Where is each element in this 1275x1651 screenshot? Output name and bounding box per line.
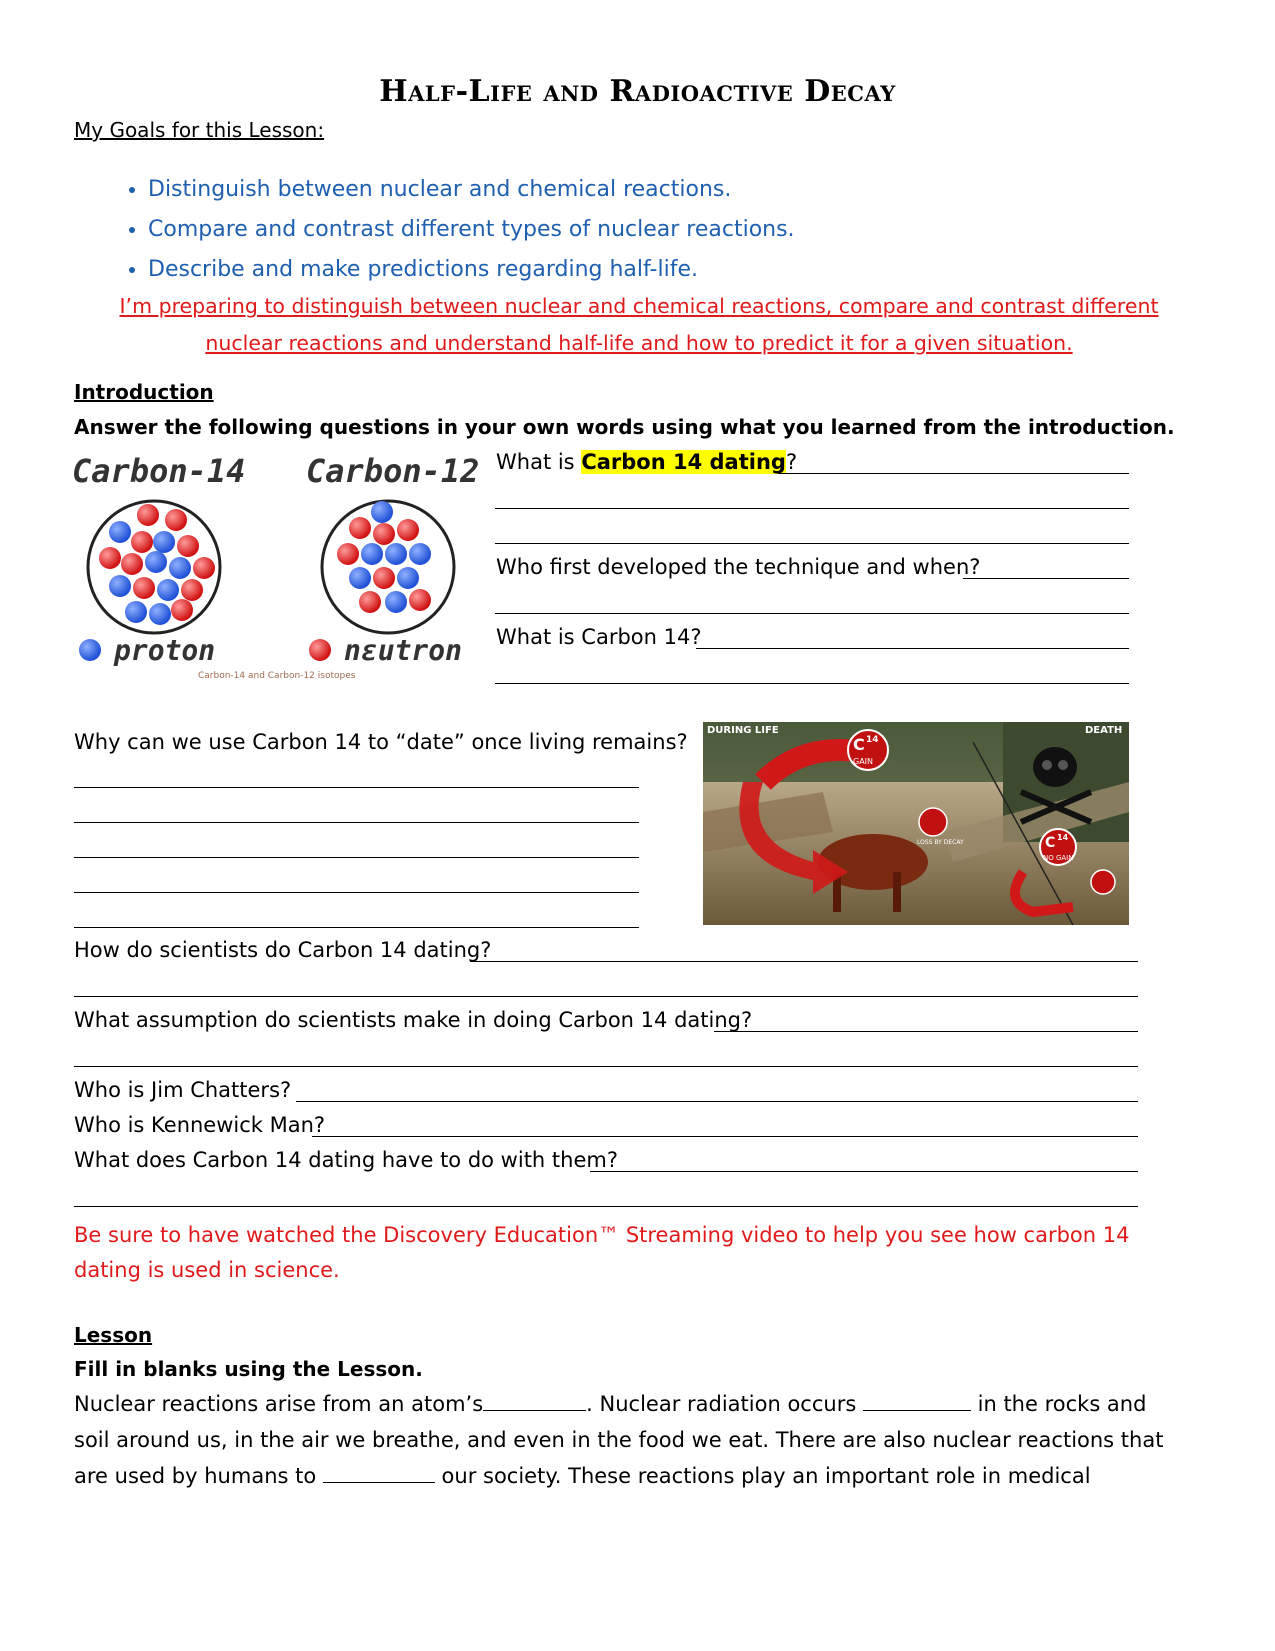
- answer-line[interactable]: [495, 508, 1129, 509]
- question-what-is-carbon14: What is Carbon 14?: [496, 625, 702, 649]
- c12-nucleus: [322, 501, 454, 633]
- answer-line[interactable]: [963, 578, 1129, 579]
- video-note-line: dating is used in science.: [74, 1258, 340, 1282]
- proton-legend-dot: [79, 639, 101, 661]
- c14-nogain-sup: 14: [1057, 833, 1069, 842]
- question-assumption: What assumption do scientists make in doing Carbon 14 dating?: [74, 1008, 753, 1032]
- answer-line[interactable]: [74, 892, 639, 893]
- answer-line[interactable]: [714, 1031, 1138, 1032]
- preparing-statement: [74, 288, 1204, 362]
- goals-label: My Goals for this Lesson:: [74, 118, 325, 142]
- answer-line[interactable]: [696, 648, 1129, 649]
- c14-gain-symbol: C: [853, 735, 865, 754]
- question-how-do-scientists: How do scientists do Carbon 14 dating?: [74, 938, 492, 962]
- page-title: Half-Life and Radioactive Decay: [379, 74, 896, 109]
- introduction-instruction: Answer the following questions in your own words using what you learned from the introduction.: [74, 415, 1175, 439]
- gain-label: GAIN: [853, 757, 874, 766]
- preparing-line: I’m preparing to distinguish between nuclear and chemical reactions, compare and contrast different: [119, 294, 1159, 318]
- lesson-heading: Lesson: [74, 1323, 153, 1347]
- question-carbon14-dating: [496, 450, 797, 474]
- isotopes-figure: [70, 450, 490, 685]
- answer-line[interactable]: [495, 543, 1129, 544]
- death-label: DEATH: [1085, 725, 1123, 736]
- video-note-line: Be sure to have watched the Discovery Education™ Streaming video to help you see how carbon 14: [74, 1223, 1130, 1247]
- question-kennewick-man: Who is Kennewick Man?: [74, 1113, 326, 1137]
- carbon-cycle-photo: [703, 722, 1129, 925]
- answer-line[interactable]: [296, 1101, 1138, 1102]
- answer-line[interactable]: [74, 1066, 1138, 1067]
- lesson-text: in the rocks and: [970, 1392, 1147, 1416]
- question-what-to-do-with-them: What does Carbon 14 dating have to do with them?: [74, 1148, 618, 1172]
- fill-blank[interactable]: [323, 1462, 435, 1483]
- c14-nogain-symbol: C: [1045, 835, 1056, 851]
- answer-line[interactable]: [74, 822, 639, 823]
- question-jim-chatters: Who is Jim Chatters?: [74, 1078, 292, 1102]
- q1-prefix: What is: [496, 450, 582, 474]
- answer-line[interactable]: [495, 683, 1129, 684]
- neutron-label: nεutron: [344, 634, 463, 667]
- q1-suffix: ?: [785, 450, 798, 474]
- isotopes-caption: Carbon-14 and Carbon-12 isotopes: [198, 671, 356, 681]
- preparing-line: nuclear reactions and understand half-life and how to predict it for a given situation.: [205, 331, 1073, 355]
- c14-gain-sup: 14: [866, 735, 879, 745]
- no-gain-label: NO GAIN: [1043, 854, 1074, 862]
- answer-line[interactable]: [74, 787, 639, 788]
- fill-blank[interactable]: [483, 1390, 586, 1411]
- answer-line[interactable]: [74, 927, 639, 928]
- lesson-text: our society. These reactions play an important role in medical: [434, 1464, 1091, 1488]
- c12-label: Carbon-12: [306, 452, 480, 490]
- question-who-developed: Who first developed the technique and when?: [496, 555, 981, 579]
- video-note: [74, 1218, 1129, 1288]
- answer-line[interactable]: [312, 1136, 1138, 1137]
- goal-item: • Compare and contrast different types of nuclear reactions.: [148, 210, 1148, 250]
- during-life-label: DURING LIFE: [707, 725, 779, 736]
- goal-item: • Distinguish between nuclear and chemical reactions.: [148, 170, 1148, 210]
- c14-nucleus: [88, 501, 220, 633]
- lesson-text: . Nuclear radiation occurs: [586, 1392, 863, 1416]
- lesson-text: soil around us, in the air we breathe, and even in the food we eat. There are also nuclear reactions that: [74, 1428, 1164, 1452]
- lesson-instruction: Fill in blanks using the Lesson.: [74, 1357, 423, 1381]
- answer-line[interactable]: [74, 1206, 1138, 1207]
- goals-list: [96, 170, 1148, 290]
- answer-line[interactable]: [74, 996, 1138, 997]
- neutron-legend-dot: [309, 639, 331, 661]
- c14-label: Carbon-14: [72, 452, 246, 490]
- answer-line[interactable]: [470, 961, 1138, 962]
- introduction-heading: Introduction: [74, 380, 214, 404]
- loss-by-decay-label: LOSS BY DECAY: [917, 839, 964, 846]
- proton-label: proton: [114, 634, 216, 667]
- answer-line[interactable]: [495, 613, 1129, 614]
- q1-highlight: Carbon 14 dating: [581, 450, 786, 474]
- question-why-date-remains: Why can we use Carbon 14 to “date” once living remains?: [74, 730, 688, 754]
- lesson-text: Nuclear reactions arise from an atom’s: [74, 1392, 484, 1416]
- goal-item: • Describe and make predictions regarding half-life.: [148, 250, 1148, 290]
- fill-blank[interactable]: [863, 1390, 971, 1411]
- answer-line[interactable]: [74, 857, 639, 858]
- lesson-paragraph: [74, 1386, 1174, 1494]
- answer-line[interactable]: [778, 473, 1129, 474]
- lesson-text: are used by humans to: [74, 1464, 323, 1488]
- answer-line[interactable]: [590, 1171, 1138, 1172]
